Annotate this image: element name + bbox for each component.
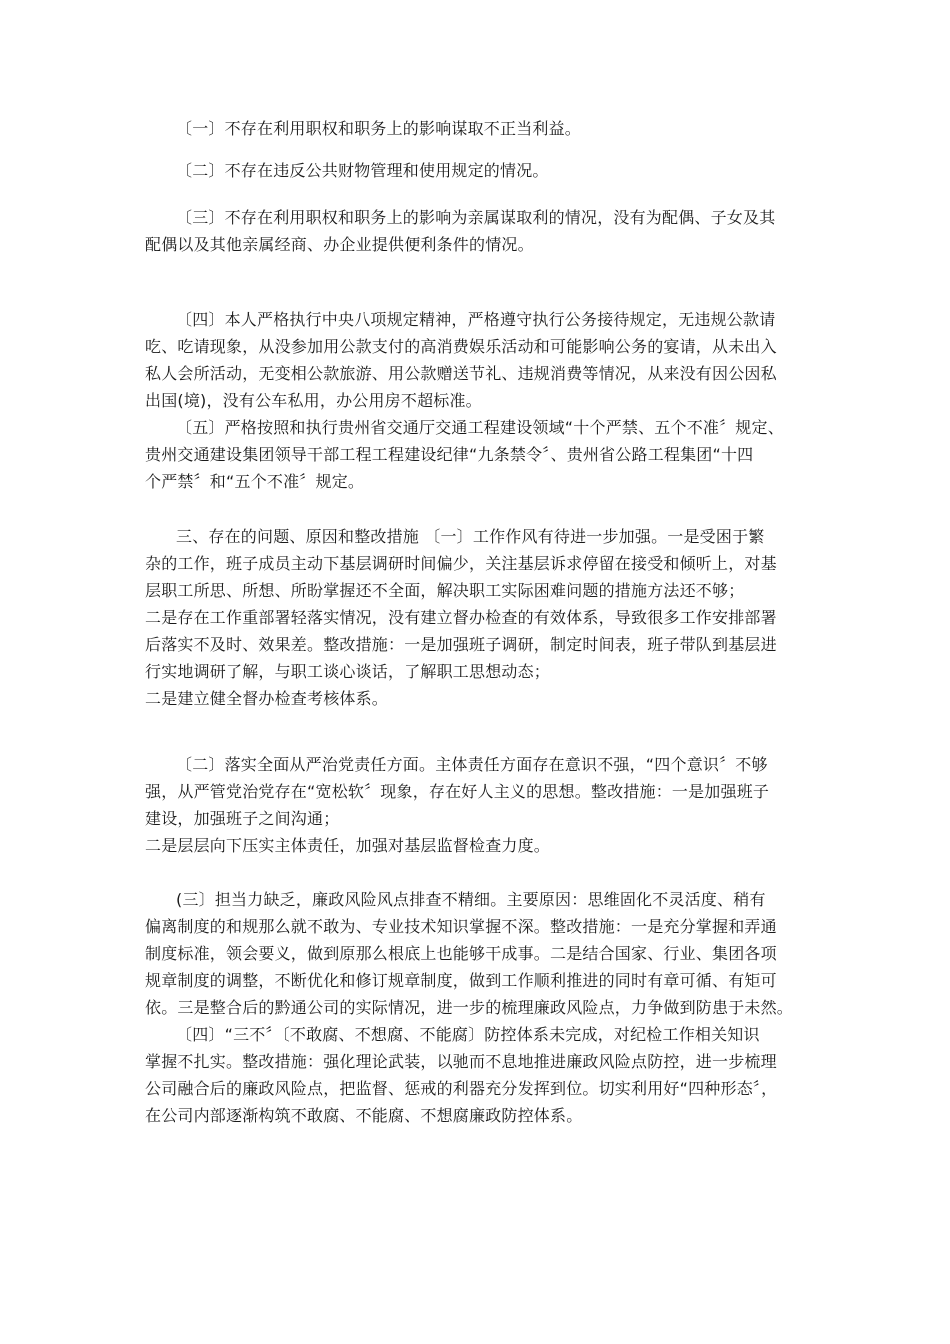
text-line: 二是层层向下压实主体责任，加强对基层监督检查力度。: [145, 836, 551, 855]
text-line: 〔二〕落实全面从严治党责任方面。主体责任方面存在意识不强，“四个意识〞不够: [176, 755, 768, 774]
text-line: (三〕担当力缺乏，廉政风险风点排查不精细。主要原因：思维固化不灵活度、稍有: [176, 890, 766, 909]
section-problems-and-rectification: [145, 523, 815, 712]
text-line: 偏离制度的和规那么就不敢为、专业技术知识掌握不深。整改措施：一是充分掌握和弄通: [145, 917, 777, 936]
text-line: 杂的工作，班子成员主动下基层调研时间偏少，关注基层诉求停留在接受和倾听上，对基: [145, 554, 777, 573]
text-line: 二是建立健全督办检查考核体系。: [145, 689, 389, 708]
paragraph-party-responsibility: [145, 751, 815, 859]
paragraph-item-3: [145, 204, 815, 258]
paragraph-risk-screening: [145, 886, 815, 1021]
text-line: 建设，加强班子之间沟通；: [145, 809, 340, 828]
text-line: 〔五〕严格按照和执行贵州省交通厅交通工程建设领域“十个严禁、五个不准〞规定、: [176, 418, 784, 437]
paragraph-prevention-system: [145, 1021, 815, 1129]
paragraph-item-5: [145, 414, 815, 495]
text-line: 二是存在工作重部署轻落实情况，没有建立督办检查的有效体系，导致很多工作安排部署: [145, 608, 777, 627]
text-line: 吃、吃请现象，从没参加用公款支付的高消费娱乐活动和可能影响公务的宴请，从未出入: [145, 337, 777, 356]
paragraph-item-1: [145, 115, 815, 142]
paragraph-item-2: [145, 157, 815, 184]
text-line: 行实地调研了解，与职工谈心谈话，了解职工思想动态；: [145, 662, 551, 681]
text-line: 〔四〕本人严格执行中央八项规定精神，严格遵守执行公务接待规定，无违规公款请: [176, 310, 776, 329]
text-line: 私人会所活动，无变相公款旅游、用公款赠送节礼、违规消费等情况，从来没有因公因私: [145, 364, 777, 383]
text-line: 贵州交通建设集团领导干部工程工程建设纪律“九条禁令〞、贵州省公路工程集团“十四: [145, 445, 754, 464]
text-line: 后落实不及时、效果差。整改措施：一是加强班子调研，制定时间表，班子带队到基层进: [145, 635, 777, 654]
text-line: 〔四〕“三不〞〔不敢腐、不想腐、不能腐〕防控体系未完成，对纪检工作相关知识: [176, 1025, 760, 1044]
text-line: 依。三是整合后的黔通公司的实际情况，进一步的梳理廉政风险点，力争做到防患于未然。: [145, 998, 794, 1017]
text-line: 〔二〕不存在违反公共财物管理和使用规定的情况。: [176, 161, 549, 180]
text-line: 强，从严管党治党存在“宽松软〞现象，存在好人主义的思想。整改措施：一是加强班子: [145, 782, 770, 801]
text-line: 〔三〕不存在利用职权和职务上的影响为亲属谋取利的情况，没有为配偶、子女及其: [176, 208, 776, 227]
text-line: 公司融合后的廉政风险点，把监督、惩戒的利器充分发挥到位。切实利用好“四种形态〞，: [145, 1079, 778, 1098]
text-line: 掌握不扎实。整改措施：强化理论武装，以驰而不息地推进廉政风险点防控，进一步梳理: [145, 1052, 777, 1071]
text-line: 在公司内部逐渐构筑不敢腐、不能腐、不想腐廉政防控体系。: [145, 1106, 583, 1125]
text-line: 〔一〕不存在利用职权和职务上的影响谋取不正当利益。: [176, 119, 582, 138]
text-line: 出国(境)，没有公车私用，办公用房不超标准。: [145, 391, 482, 410]
text-line: 层职工所思、所想、所盼掌握还不全面，解决职工实际困难问题的措施方法还不够；: [145, 581, 745, 600]
text-line: 规章制度的调整，不断优化和修订规章制度，做到工作顺利推进的同时有章可循、有矩可: [145, 971, 777, 990]
section-heading-line: 三、存在的问题、原因和整改措施 〔一〕工作作风有待进一步加强。一是受困于繁: [176, 527, 765, 546]
paragraph-item-4: [145, 306, 815, 414]
text-line: 配偶以及其他亲属经商、办企业提供便利条件的情况。: [145, 235, 534, 254]
text-line: 制度标准，领会要义，做到原那么根底上也能够干成事。二是结合国家、行业、集团各项: [145, 944, 777, 963]
text-line: 个严禁〞和“五个不准〞规定。: [145, 472, 365, 491]
